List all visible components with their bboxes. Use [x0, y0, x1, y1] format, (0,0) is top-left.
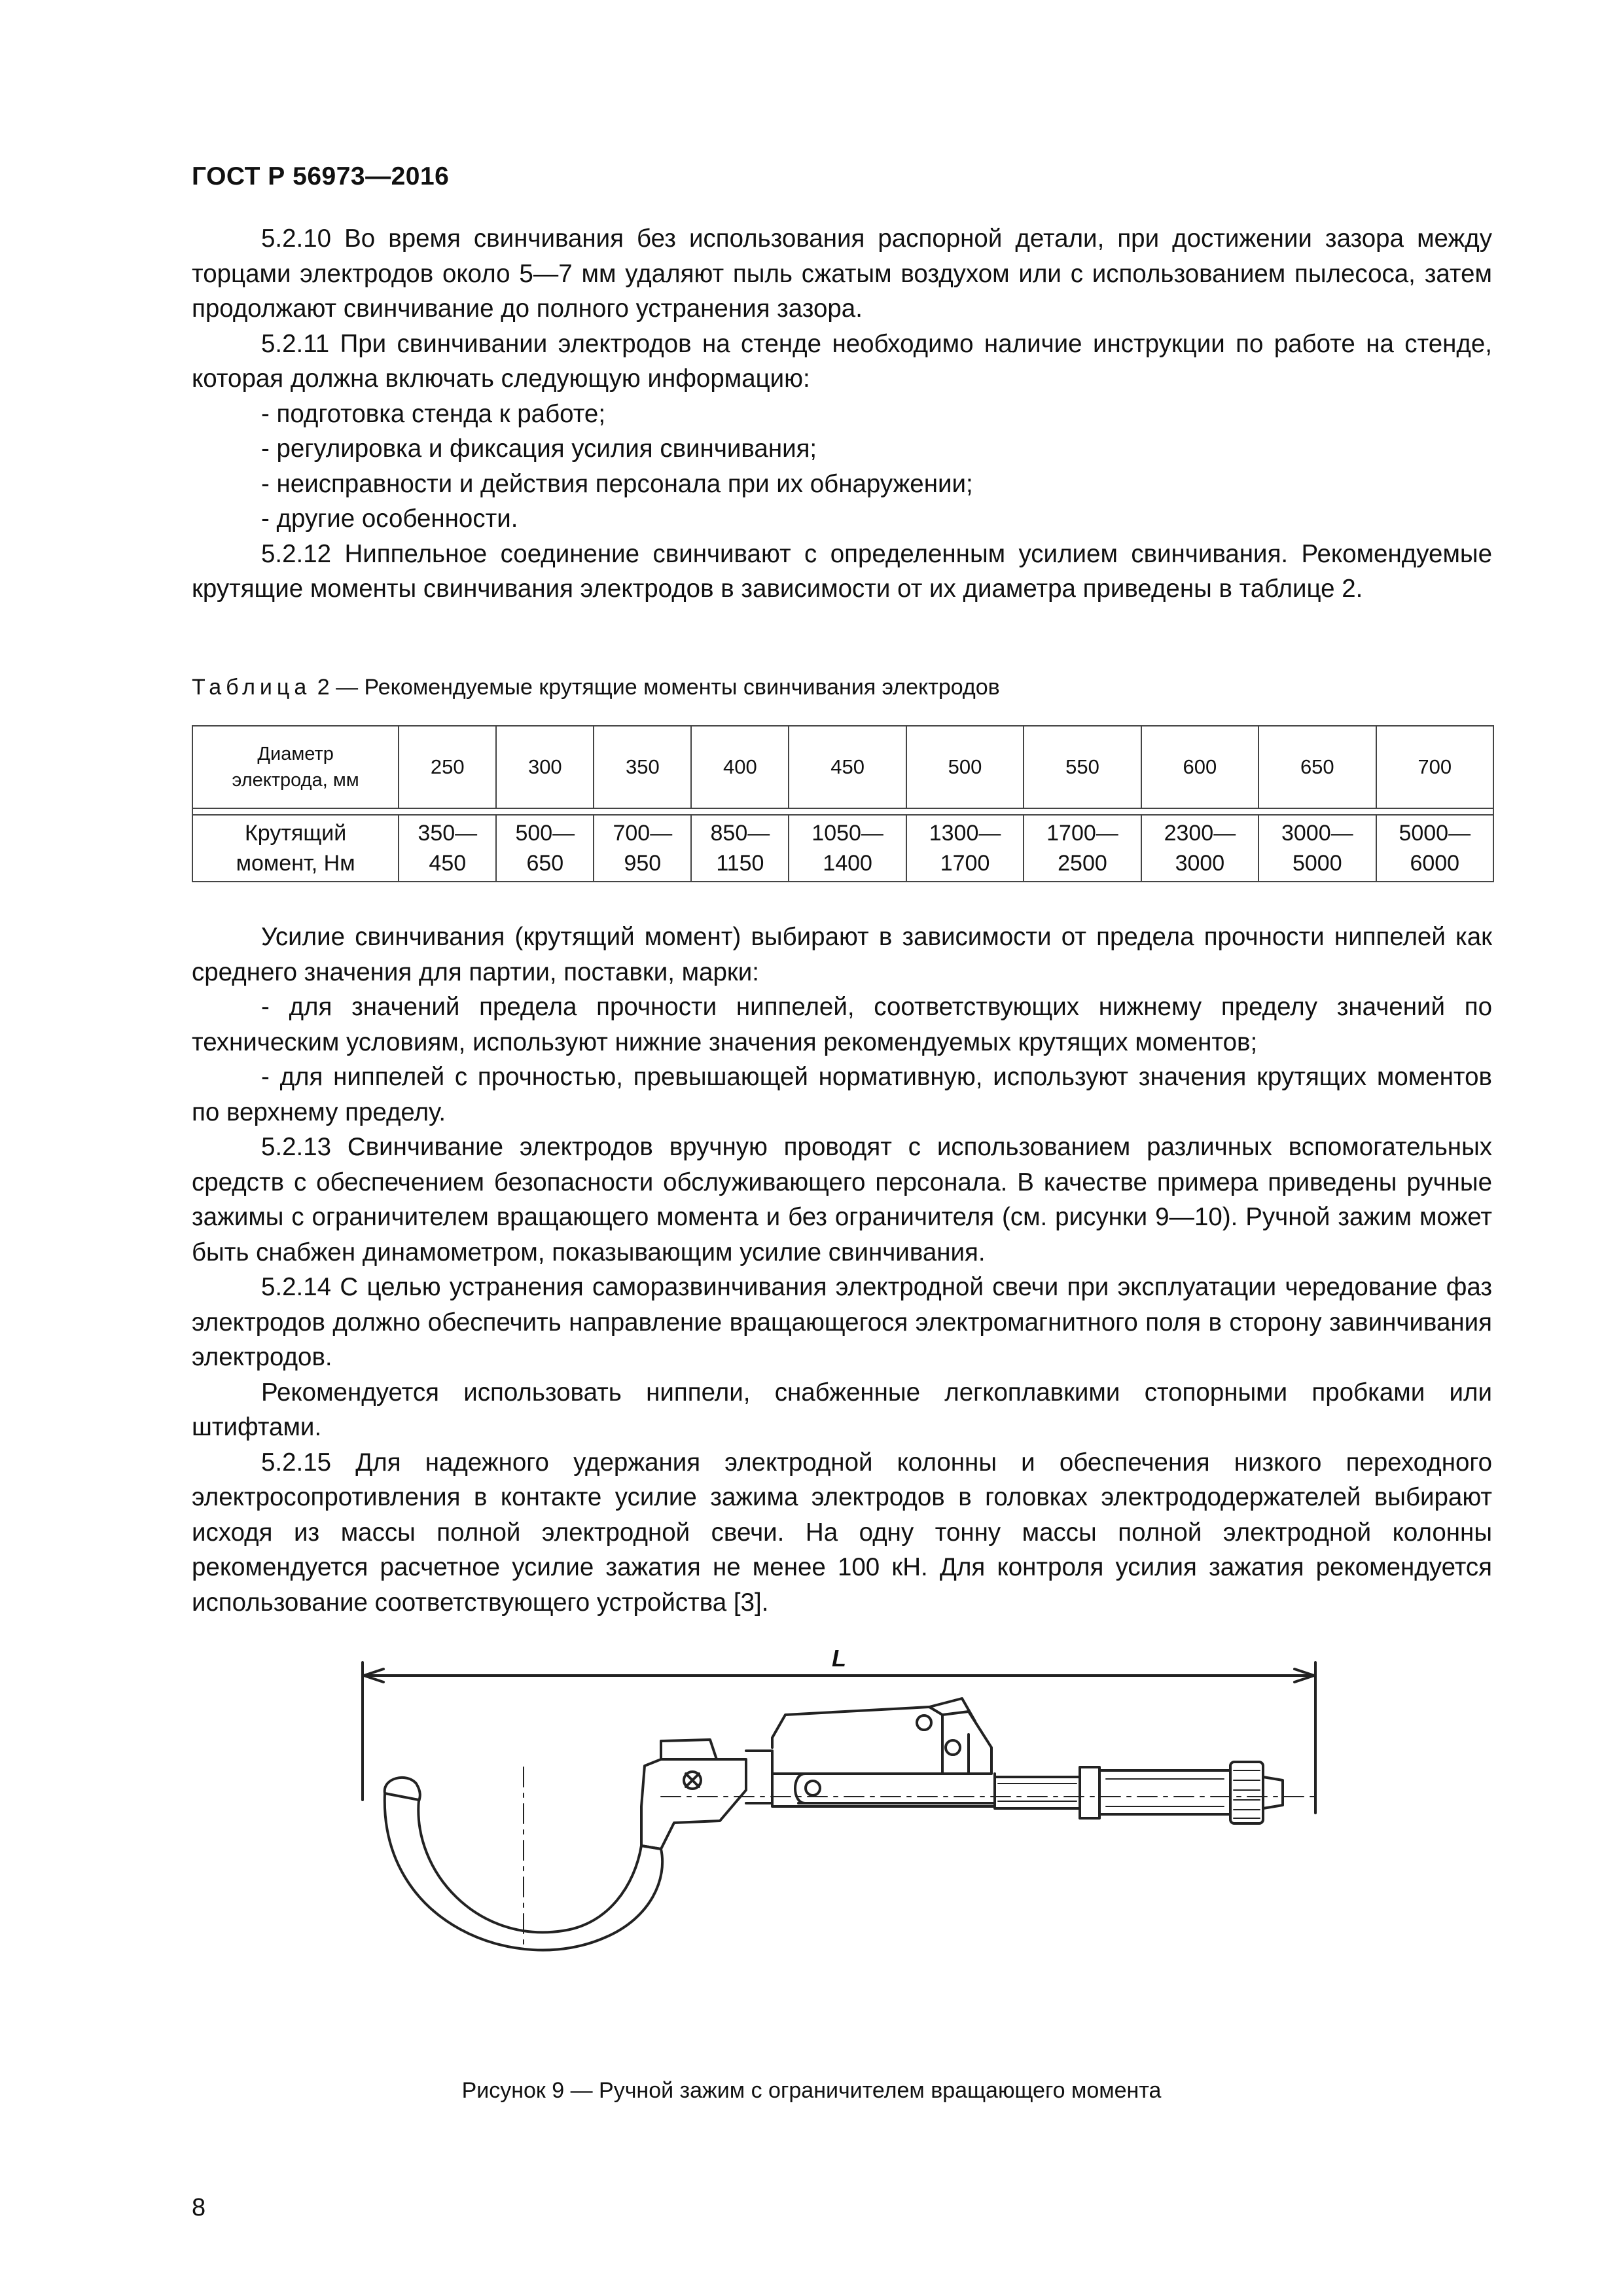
table-cell: 550 — [1024, 726, 1141, 808]
header-line: Диаметр — [257, 744, 334, 764]
table-cell: 650 — [1258, 726, 1376, 808]
torque-high: 5000 — [1292, 851, 1342, 876]
torque-high: 950 — [624, 851, 662, 876]
torque-high: 450 — [429, 851, 467, 876]
table-cell: 350 — [594, 726, 691, 808]
figure-caption: Рисунок 9 — Ручной зажим с ограничителем вращающего момента — [461, 2078, 1162, 2103]
torque-low: 850— — [710, 821, 770, 846]
list-item: - неисправности и действия персонала при их обнаружении; — [261, 469, 973, 498]
table-cell — [1141, 815, 1258, 882]
torque-low: 500— — [515, 821, 575, 846]
torque-low: 3000— — [1281, 821, 1353, 846]
table-header-torque — [192, 815, 399, 882]
torque-low: 1300— — [929, 821, 1001, 846]
table-row — [192, 815, 1493, 882]
handle-grip — [1099, 1770, 1230, 1814]
table-cell — [399, 815, 496, 882]
table-header-diameter — [192, 726, 399, 808]
torque-high: 1400 — [823, 851, 872, 876]
table-cell — [789, 815, 906, 882]
torque-low: 2300— — [1164, 821, 1236, 846]
table-caption — [192, 675, 1000, 700]
page-number: 8 — [192, 2194, 206, 2221]
handle-collar — [1080, 1767, 1099, 1818]
table-cell: 400 — [691, 726, 789, 808]
table-cell — [1376, 815, 1493, 882]
knurled-knob — [1230, 1762, 1263, 1823]
body-text-bottom — [192, 920, 1492, 1620]
paragraph-5-2-15: 5.2.15 Для надежного удержания электродной колонны и обеспечения низкого переходного электросопротивления в контакте усилие зажима электродов в головках электрододержателей выбирают исходя из массы полной электродной свечи. На одну тонну массы полной электродной колонны рекомендуется расчетное усилие зажатия не менее 100 кН. Для контроля усилия зажатия рекомендуется использование соответствующего устройства [3]. — [192, 1448, 1492, 1617]
dimension-label: L — [832, 1649, 846, 1672]
torque-low: 1050— — [812, 821, 883, 846]
list-item: - другие особенности. — [261, 505, 518, 533]
torque-high: 650 — [526, 851, 564, 876]
paragraph-torque-choice: Усилие свинчивания (крутящий момент) выбирают в зависимости от предела прочности ниппелей как среднего значения для партии, поставки, марки: — [192, 923, 1492, 986]
table-cell: 500 — [906, 726, 1024, 808]
knob-knurl — [1234, 1770, 1260, 1818]
torque-table — [192, 725, 1494, 882]
table-cell — [594, 815, 691, 882]
paragraph-recommendation: Рекомендуется использовать ниппели, снабженные легкоплавкими стопорными пробками или штифтами. — [192, 1378, 1492, 1441]
document-header: ГОСТ Р 56973—2016 — [192, 162, 450, 190]
table-row — [192, 726, 1493, 808]
torque-low: 1700— — [1046, 821, 1118, 846]
table-separator — [192, 808, 1493, 815]
table-cell: 250 — [399, 726, 496, 808]
paragraph-5-2-11: 5.2.11 При свинчивании электродов на стенде необходимо наличие инструкции по работе на стенде, которая должна включать следующую информацию: — [192, 329, 1492, 393]
rod-pin — [806, 1781, 820, 1795]
table-cell — [1024, 815, 1141, 882]
paragraph-5-2-10: 5.2.10 Во время свинчивания без использования распорной детали, при достижении зазора между торцами электродов около 5—7 мм удаляют пыль сжатым воздухом или с использованием пылесоса, затем продолжают свинчивание до полного устранения зазора. — [192, 224, 1492, 323]
jaw-hook — [661, 1740, 717, 1759]
knob-cap — [1263, 1777, 1283, 1808]
torque-high: 1700 — [940, 851, 990, 876]
figure-hand-clamp — [353, 1649, 1348, 1990]
clamp-body — [772, 1707, 991, 1774]
torque-high: 3000 — [1175, 851, 1225, 876]
rod-end — [795, 1774, 805, 1803]
list-item: - для значений предела прочности ниппелей, соответствующих нижнему пределу значений по техническим условиям, используют нижние значения рекомендуемых крутящих моментов; — [192, 993, 1492, 1056]
torque-low: 350— — [418, 821, 478, 846]
torque-low: 700— — [613, 821, 673, 846]
paragraph-5-2-12: 5.2.12 Ниппельное соединение свинчивают с определенным усилием свинчивания. Рекомендуемые крутящие моменты свинчивания электродов в зависимости от их диаметра приведены в таблице 2. — [192, 539, 1492, 603]
table-cell — [496, 815, 594, 882]
body-text-top — [192, 221, 1492, 607]
torque-low: 5000— — [1399, 821, 1471, 846]
table-caption-label: Таблица — [192, 675, 312, 700]
lever-pin — [917, 1715, 931, 1730]
separator-cell — [192, 808, 1493, 815]
coupler — [746, 1751, 772, 1803]
paragraph-5-2-14: 5.2.14 С целью устранения саморазвинчивания электродной свечи при эксплуатации чередование фаз электродов должно обеспечить направление вращающегося электромагнитного поля в сторону завинчивания электродов. — [192, 1273, 1492, 1371]
table-cell: 700 — [1376, 726, 1493, 808]
header-line: электрода, мм — [232, 770, 359, 791]
handle-tube — [995, 1777, 1080, 1808]
table-caption-text: 2 — Рекомендуемые крутящие моменты свинчивания электродов — [311, 675, 1000, 700]
table-cell: 300 — [496, 726, 594, 808]
torque-high: 2500 — [1058, 851, 1107, 876]
table-cell — [1258, 815, 1376, 882]
table-cell: 600 — [1141, 726, 1258, 808]
lever-pin — [946, 1740, 960, 1755]
list-item: - регулировка и фиксация усилия свинчивания; — [261, 435, 817, 463]
list-item: - для ниппелей с прочностью, превышающей нормативную, используют значения крутящих моментов по верхнему пределу. — [192, 1063, 1492, 1126]
table-cell — [906, 815, 1024, 882]
header-line: Крутящий — [245, 821, 347, 846]
table-cell — [691, 815, 789, 882]
table-cell: 450 — [789, 726, 906, 808]
paragraph-5-2-13: 5.2.13 Свинчивание электродов вручную проводят с использованием различных вспомогательных средств с обеспечением безопасности обслуживающего персонала. В качестве примера приведены ручные зажимы с ограничителем вращающего момента и без ограничителя (см. рисунки 9—10). Ручной зажим может быть снабжен динамометром, показывающим усилие свинчивания. — [192, 1133, 1492, 1266]
inner-rod — [798, 1774, 995, 1803]
list-item: - подготовка стенда к работе; — [261, 399, 606, 428]
header-line: момент, Нм — [236, 851, 355, 876]
torque-high: 6000 — [1410, 851, 1460, 876]
torque-high: 1150 — [716, 851, 764, 876]
